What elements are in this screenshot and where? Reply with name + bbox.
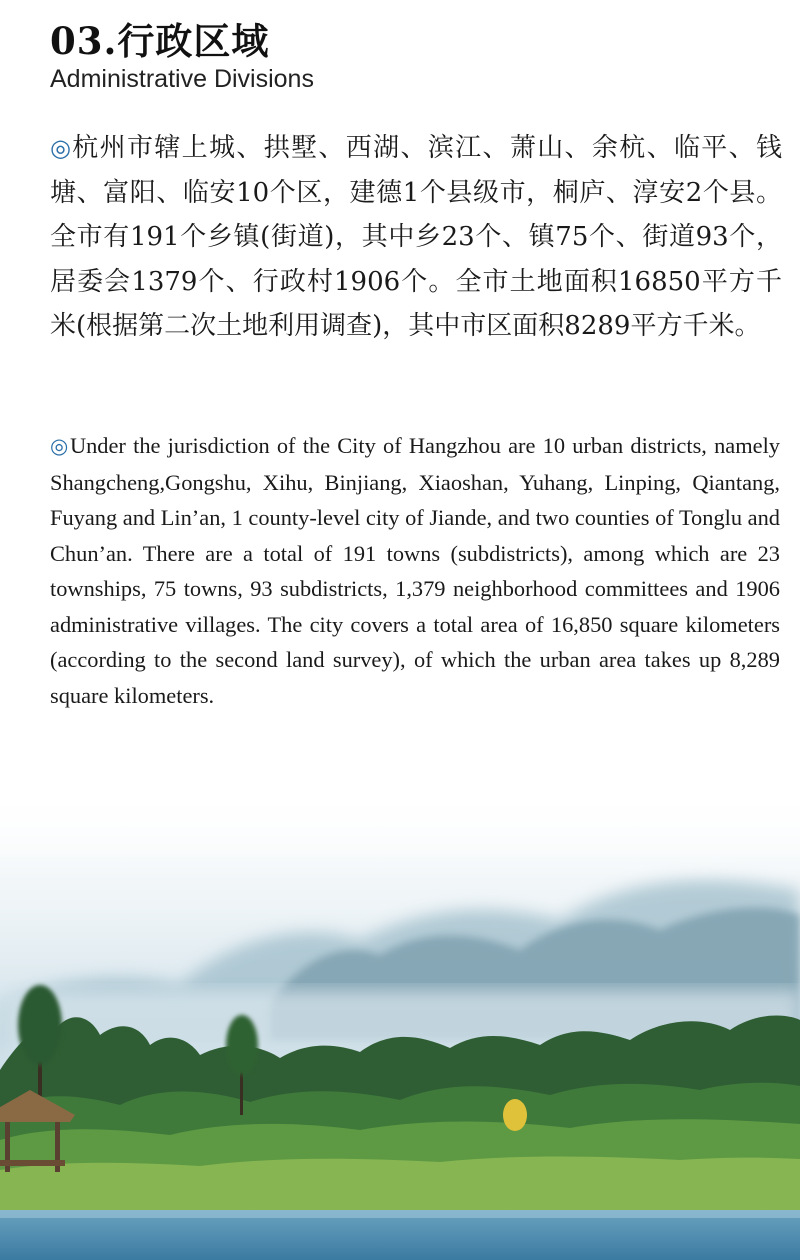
chinese-paragraph (50, 126, 782, 349)
section-header (50, 18, 770, 94)
chinese-paragraph-text: 杭州市辖上城、拱墅、西湖、滨江、萧山、余杭、临平、钱塘、富阳、临安10个区，建德1个县级市，桐庐、淳安2个县。全市有191个乡镇(街道)，其中乡23个、镇75个、街道93个，居委会1379个、行政村1906个。全市土地面积16850平方千米(根据第二次土地利用调查)，其中市区面积8289平方千米。 (50, 133, 782, 342)
landscape-photo (0, 790, 800, 1260)
top-fade (0, 790, 800, 880)
bullet-icon: ◎ (50, 434, 70, 458)
english-paragraph-text: Under the jurisdiction of the City of Hangzhou are 10 urban districts, namely Shangcheng,Gongshu, Xihu, Binjiang, Xiaoshan, Yuhang, Linping, Qiantang, Fuyang and Lin’an, 1 county-level city of Jiande, and two counties of Tonglu and Chun’an. There are a total of 191 towns (subdistricts), among which are 23 townships, 75 towns, 93 subdistricts, 1,379 neighborhood committees and 1906 administrative villages. The city covers a total area of 16,850 square kilometers (according to the second land survey), of which the urban area takes up 8,289 square kilometers. (50, 433, 780, 708)
english-paragraph (50, 428, 780, 713)
yellow-tree (503, 1099, 527, 1131)
forest (0, 1016, 800, 1220)
section-title-english: Administrative Divisions (50, 65, 314, 93)
bullet-icon: ◎ (50, 134, 73, 162)
landscape-illustration (0, 790, 800, 1260)
water-reflection (0, 1210, 800, 1218)
section-title-chinese: 03.行政区域 (50, 19, 270, 63)
